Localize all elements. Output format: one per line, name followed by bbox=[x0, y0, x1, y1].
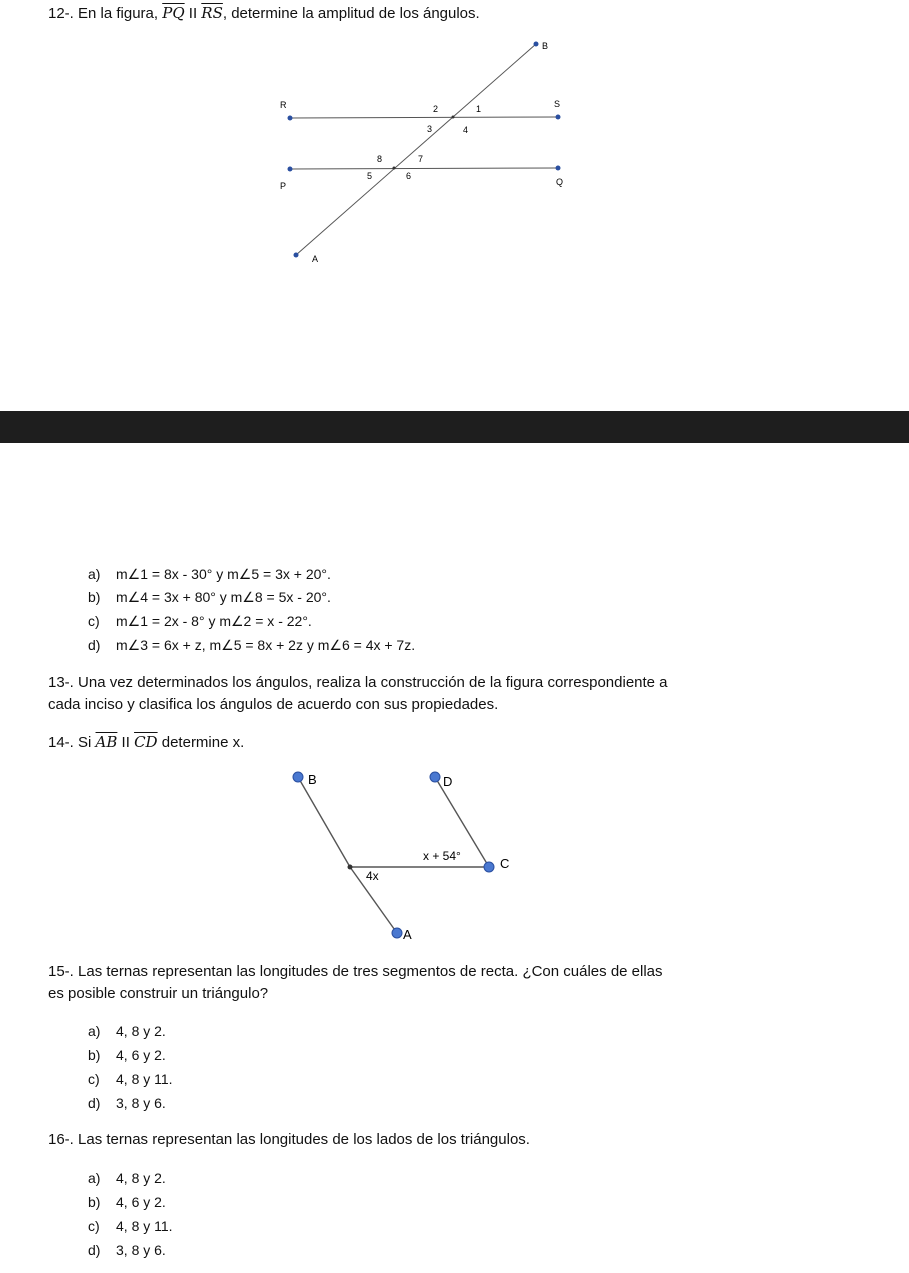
point-d bbox=[430, 772, 440, 782]
q12-segment-rs: $\overline{RS}$ bbox=[201, 4, 223, 22]
item-text: m∠4 = 3x + 80° y m∠8 = 5x - 20°. bbox=[116, 589, 331, 605]
angle-label-4: 4 bbox=[463, 125, 469, 135]
q15-item-a bbox=[88, 1022, 166, 1040]
angle-label-top: x + 54° bbox=[423, 849, 461, 863]
q12-heading bbox=[48, 3, 480, 24]
item-text: 4, 8 y 11. bbox=[116, 1218, 173, 1234]
label-q: Q bbox=[556, 177, 564, 187]
label-c: C bbox=[500, 856, 510, 871]
q16-item-b bbox=[88, 1193, 166, 1211]
angle-label-1: 1 bbox=[476, 104, 482, 114]
item-text: 4, 8 y 11. bbox=[116, 1071, 173, 1087]
q12-segment-pq: $\overline{PQ}$ bbox=[162, 4, 185, 22]
q15-item-c bbox=[88, 1070, 173, 1088]
q12-parallel: II bbox=[184, 5, 202, 22]
point-q bbox=[556, 166, 561, 171]
item-label: d) bbox=[88, 637, 101, 653]
label-s: S bbox=[554, 99, 561, 109]
point-a bbox=[294, 253, 299, 258]
q16-item-d bbox=[88, 1241, 166, 1259]
q15-item-b bbox=[88, 1046, 166, 1064]
q12-item-a bbox=[88, 565, 331, 583]
q15-line-2: es posible construir un triángulo? bbox=[48, 985, 269, 1002]
line-pq bbox=[290, 168, 558, 169]
item-text: 4, 6 y 2. bbox=[116, 1047, 166, 1063]
item-label: d) bbox=[88, 1095, 101, 1111]
point-a bbox=[392, 928, 402, 938]
q13-line-2: cada inciso y clasifica los ángulos de acuerdo con sus propiedades. bbox=[48, 696, 499, 713]
q12-item-d bbox=[88, 636, 415, 654]
q12-prefix: 12-. En la figura, bbox=[48, 5, 163, 22]
intersection-top bbox=[452, 116, 455, 119]
q15-line-1: 15-. Las ternas representan las longitudes de tres segmentos de recta. ¿Con cuáles de ellas bbox=[48, 963, 663, 980]
item-label: a) bbox=[88, 566, 101, 582]
item-label: b) bbox=[88, 589, 101, 605]
q14-segment-cd: $\overline{CD}$ bbox=[134, 733, 158, 751]
item-label: c) bbox=[88, 613, 100, 629]
q16-item-c bbox=[88, 1217, 173, 1235]
q16-line-1: 16-. Las ternas representan las longitudes de los lados de los triángulos. bbox=[48, 1131, 530, 1148]
angle-label-2: 2 bbox=[433, 104, 439, 114]
q14-figure bbox=[280, 765, 540, 950]
label-a: A bbox=[312, 254, 319, 264]
item-label: a) bbox=[88, 1170, 101, 1186]
q12-figure bbox=[270, 30, 590, 270]
item-label: c) bbox=[88, 1071, 100, 1087]
q12-item-b bbox=[88, 588, 331, 606]
angle-label-7: 7 bbox=[418, 154, 424, 164]
q14-heading bbox=[48, 732, 244, 753]
item-label: a) bbox=[88, 1023, 101, 1039]
q12-suffix: , determine la amplitud de los ángulos. bbox=[222, 5, 480, 22]
item-text: m∠3 = 6x + z, m∠5 = 8x + 2z y m∠6 = 4x + 7z. bbox=[116, 637, 416, 653]
point-b bbox=[293, 772, 303, 782]
label-r: R bbox=[280, 100, 287, 110]
item-label: b) bbox=[88, 1047, 101, 1063]
q13-line-1: 13-. Una vez determinados los ángulos, realiza la construcción de la figura correspondiente a bbox=[48, 674, 668, 691]
vertex-point bbox=[348, 865, 353, 870]
point-p bbox=[288, 167, 293, 172]
label-a: A bbox=[403, 927, 412, 942]
q14-segment-ab: $\overline{AB}$ bbox=[95, 733, 118, 751]
dark-separator-band bbox=[0, 411, 909, 443]
item-text: 4, 8 y 2. bbox=[116, 1023, 166, 1039]
transversal-ab bbox=[296, 44, 536, 255]
segment-b-vertex bbox=[298, 777, 350, 867]
angle-label-8: 8 bbox=[377, 154, 383, 164]
item-text: 4, 8 y 2. bbox=[116, 1170, 166, 1186]
item-label: c) bbox=[88, 1218, 100, 1234]
point-b bbox=[534, 42, 539, 47]
label-b: B bbox=[308, 772, 317, 787]
q12-item-c bbox=[88, 612, 312, 630]
q15-item-d bbox=[88, 1094, 166, 1112]
angle-label-bottom: 4x bbox=[366, 869, 379, 883]
line-rs bbox=[290, 117, 558, 118]
q14-suffix: determine x. bbox=[157, 734, 245, 751]
item-text: 3, 8 y 6. bbox=[116, 1095, 166, 1111]
point-c bbox=[484, 862, 494, 872]
label-p: P bbox=[280, 181, 287, 191]
item-text: 3, 8 y 6. bbox=[116, 1242, 166, 1258]
angle-label-6: 6 bbox=[406, 171, 412, 181]
label-d: D bbox=[443, 774, 453, 789]
item-text: m∠1 = 8x - 30° y m∠5 = 3x + 20°. bbox=[116, 566, 331, 582]
item-text: m∠1 = 2x - 8° y m∠2 = x - 22°. bbox=[116, 613, 312, 629]
q14-prefix: 14-. Si bbox=[48, 734, 96, 751]
item-label: b) bbox=[88, 1194, 101, 1210]
item-label: d) bbox=[88, 1242, 101, 1258]
point-r bbox=[288, 116, 293, 121]
angle-label-5: 5 bbox=[367, 171, 373, 181]
point-s bbox=[556, 115, 561, 120]
angle-label-3: 3 bbox=[427, 124, 433, 134]
intersection-bottom bbox=[393, 167, 396, 170]
q14-parallel: II bbox=[117, 734, 135, 751]
label-b: B bbox=[542, 41, 549, 51]
item-text: 4, 6 y 2. bbox=[116, 1194, 166, 1210]
q16-item-a bbox=[88, 1169, 166, 1187]
